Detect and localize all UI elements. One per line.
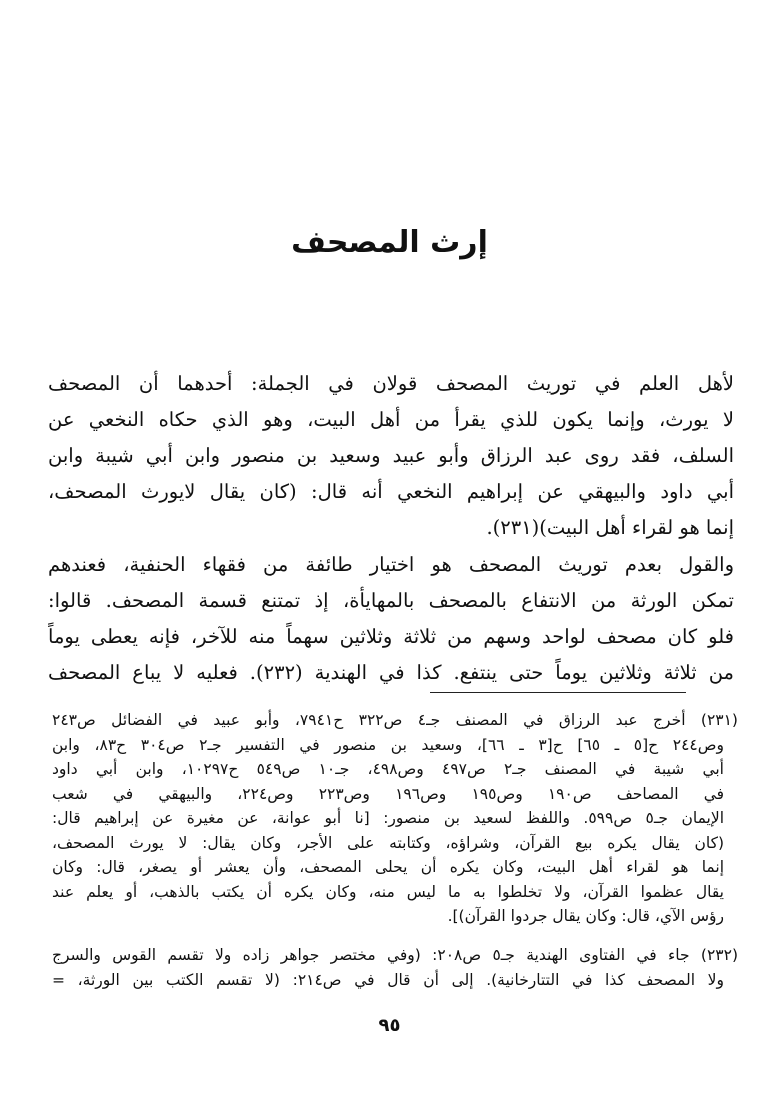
- text-line: أبي داود والبيهقي عن إبراهيم النخعي أنه قال: (كان يقال لايورث المصحف،: [48, 480, 734, 503]
- footnote-line: (٢٣٢) جاء في الفتاوى الهندية جـ٥ ص٢٠٨: (وفي مختصر جواهر زاده ولا تقسم القوس والسرج: [52, 946, 738, 964]
- footnote-line: أبي شيبة في المصنف جـ٢ ص٤٩٧ وص٤٩٨، جـ١٠ ص٥٤٩ ح١٠٢٩٧، وابن أبي داود: [52, 760, 724, 778]
- footnote-line: إنما هو لقراء أهل البيت، وكان يكره أن يحلى المصحف، وأن يعشر أو يصغر، قال: وكان: [52, 858, 724, 876]
- footnote-line: ولا المصحف كذا في التتارخانية). إلى أن قال في ص٢١٤: (لا تقسم الكتب بين الورثة، =: [52, 970, 724, 989]
- text-line: لا يورث، وإنما يكون للذي يقرأ من أهل البيت، وهو الذي حكاه النخعي عن: [48, 408, 734, 431]
- text-line: من ثلاثة وثلاثين يوماً حتى ينتفع. كذا في الهندية (٢٣٢). فعليه لا يباع المصحف: [48, 661, 734, 684]
- text-line: السلف، فقد روى عبد الرزاق وأبو عبيد وسعيد بن منصور وابن أبي شيبة وابن: [48, 444, 734, 467]
- footnote-line: في المصاحف ص١٩٠ وص١٩٥ وص١٩٦ وص٢٢٣ وص٢٢٤، والبيهقي في شعب: [52, 784, 725, 803]
- footnote-line: وص٢٤٤ ح[٥ ـ ٦٥] ح[٣ ـ ٦٦]، وسعيد بن منصور في التفسير جـ٢ ص٣٠٤ ح٨٣، وابن: [52, 735, 724, 754]
- text-line: فلو كان مصحف لواحد وسهم من ثلاثة وثلاثين سهماً منه للآخر، فإنه يعطى يوماً: [48, 625, 734, 648]
- footnote-232: [52, 943, 738, 992]
- text-line: إنما هو لقراء أهل البيت)(٢٣١).: [486, 516, 734, 539]
- text-line: تمكن الورثة من الانتفاع بالمصحف بالمهايأة، إذ تمتنع قسمة المصحف. قالوا:: [48, 589, 734, 612]
- page-title: إرث المصحف: [291, 225, 488, 260]
- footnote-line: الإيمان جـ٥ ص٥٩٩. واللفظ لسعيد بن منصور: [نا أبو عوانة، عن مغيرة عن إبراهيم قال:: [52, 809, 725, 827]
- footnote-separator: [430, 692, 686, 693]
- text-line: والقول بعدم توريث المصحف هو اختيار طائفة من فقهاء الحنفية، فعندهم: [48, 553, 734, 576]
- footnote-line: رؤس الآي، قال: وكان يقال جردوا القرآن)].: [447, 907, 724, 925]
- paragraph-2: [48, 547, 734, 691]
- footnote-231: [52, 708, 738, 929]
- page-number: ٩٥: [378, 1015, 401, 1036]
- text-line: لأهل العلم في توريث المصحف قولان في الجملة: أحدهما أن المصحف: [48, 372, 734, 395]
- footnote-line: (كان يقال يكره بيع القرآن، وشراؤه، وكتابته على الأجر، وكان يقال: لا يورث المصحف،: [52, 833, 724, 852]
- footnote-line: يقال عظموا القرآن، ولا تخلطوا به ما ليس منه، وكان يكره أن يكتب بالذهب، أو يعلم عند: [52, 882, 724, 901]
- paragraph-1: [48, 366, 734, 546]
- footnote-line: (٢٣١) أخرج عبد الرزاق في المصنف جـ٤ ص٣٢٢ ح٧٩٤١، وأبو عبيد في الفضائل ص٢٤٣: [52, 711, 738, 729]
